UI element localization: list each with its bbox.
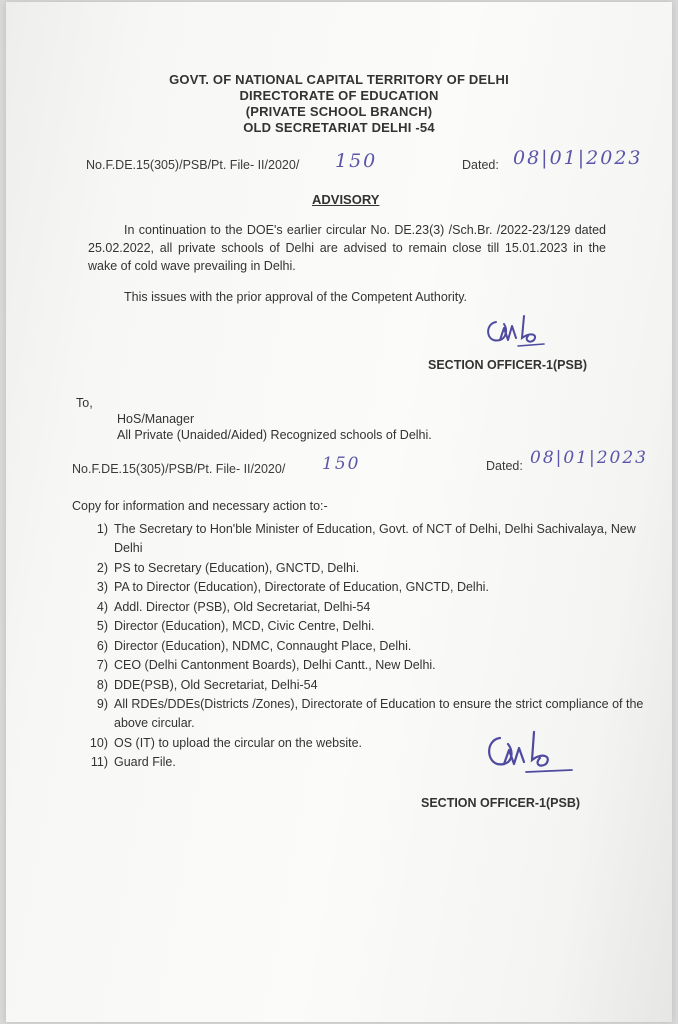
list-item: 7) CEO (Delhi Cantonment Boards), Delhi Cantt., New Delhi. [96,658,436,672]
list-item: 2) PS to Secretary (Education), GNCTD, Delhi. [96,560,360,575]
recipient-line2: All Private (Unaided/Aided) Recognized schools of Delhi. [117,428,432,442]
list-item: 3) PA to Director (Education), Directorate of Education, GNCTD, Delhi. [96,580,489,594]
signature-image [482,310,562,352]
copy-intro: Copy for information and necessary action to:- [72,499,328,513]
advisory-title: ADVISORY [312,192,380,207]
signature-image-2 [482,728,582,778]
handwritten-number: 150 [335,150,378,172]
section-officer-label-2: SECTION OFFICER-1(PSB) [421,796,581,810]
recipient-line1: HoS/Manager [117,412,195,426]
header-govt: GOVT. OF NATIONAL CAPITAL TERRITORY OF DELHI [169,72,509,87]
list-item: 9) All RDEs/DDEs(Districts /Zones), Directorate of Education to ensure the strict compliance of the above circular. [96,697,644,730]
handwritten-number-copy: 150 [322,454,361,474]
header-directorate: DIRECTORATE OF EDUCATION [239,88,439,103]
section-officer-label: SECTION OFFICER-1(PSB) [428,358,588,372]
header-branch: (PRIVATE SCHOOL BRANCH) [245,104,433,119]
handwritten-date-copy: 08|01|2023 [530,448,648,468]
handwritten-date: 08|01|2023 [513,147,643,169]
list-item: 6) Director (Education), NDMC, Connaught Place, Delhi. [96,638,412,653]
list-item: 11) Guard File. [90,755,176,769]
header-address: OLD SECRETARIAT DELHI -54 [243,120,435,135]
to-label: To, [76,396,93,410]
advisory-paragraph: In continuation to the DOE's earlier circular No. DE.23(3) /Sch.Br. /2022-23/129 dated 25.02.2022, all private schools of Delhi are advised to remain close till 15.01.2023 in the wake of cold wave prevailing in Delhi. [88,223,606,273]
list-item: 5) Director (Education), MCD, Civic Centre, Delhi. [96,619,375,633]
dated-label: Dated: [462,158,499,172]
list-item: 4) Addl. Director (PSB), Old Secretariat, Delhi-54 [96,599,371,614]
reference-number-copy: No.F.DE.15(305)/PSB/Pt. File- II/2020/ [72,462,286,476]
list-item: 8) DDE(PSB), Old Secretariat, Delhi-54 [96,677,318,692]
list-item: 10) OS (IT) to upload the circular on the website. [89,735,363,750]
approval-note: This issues with the prior approval of the Competent Authority. [124,290,467,304]
reference-number: No.F.DE.15(305)/PSB/Pt. File- II/2020/ [86,158,300,172]
list-item: 1) The Secretary to Hon'ble Minister of Education, Govt. of NCT of Delhi, Delhi Sachivalaya, New Delhi [96,522,636,555]
dated-label-copy: Dated: [486,459,523,473]
